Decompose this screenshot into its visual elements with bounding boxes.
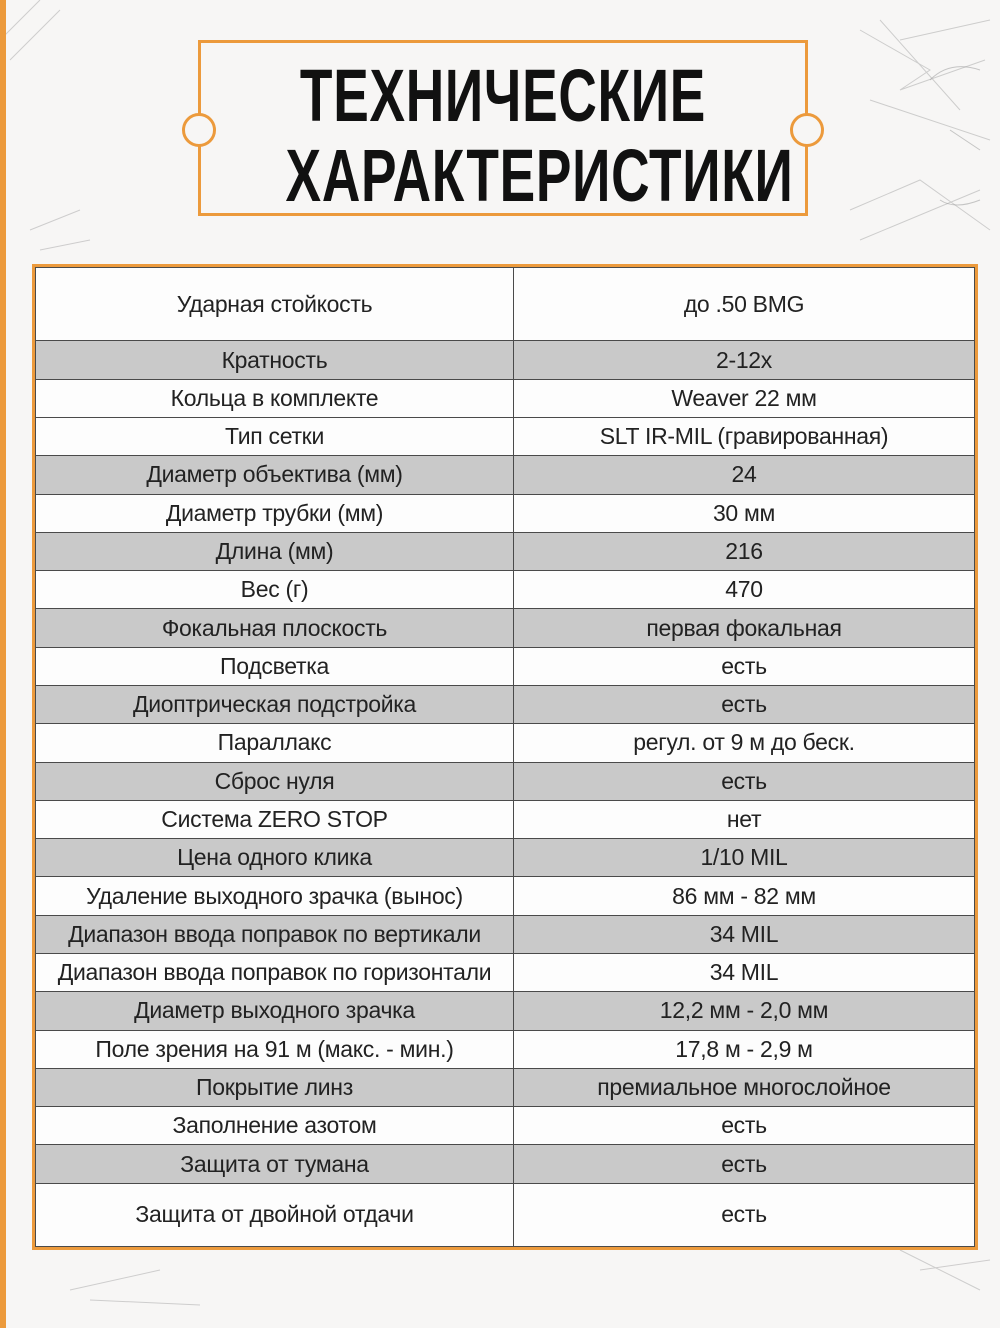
table-row	[36, 1030, 975, 1068]
table-row	[36, 1107, 975, 1145]
spec-param-cell: Диаметр выходного зрачка	[36, 992, 514, 1030]
spec-param-cell: Ударная стойкость	[36, 268, 514, 341]
spec-param-cell: Кольца в комплекте	[36, 379, 514, 417]
spec-param-cell: Кратность	[36, 341, 514, 379]
table-row	[36, 456, 975, 494]
spec-value-cell: есть	[514, 686, 975, 724]
spec-param-cell: Диаметр объектива (мм)	[36, 456, 514, 494]
table-row	[36, 724, 975, 762]
spec-value-cell: премиальное многослойное	[514, 1068, 975, 1106]
table-row	[36, 877, 975, 915]
spec-value-cell: есть	[514, 1183, 975, 1246]
spec-param-cell: Параллакс	[36, 724, 514, 762]
spec-value-cell: 30 мм	[514, 494, 975, 532]
table-row	[36, 800, 975, 838]
table-row	[36, 571, 975, 609]
table-row	[36, 341, 975, 379]
spec-param-cell: Подсветка	[36, 647, 514, 685]
spec-value-cell: 2-12х	[514, 341, 975, 379]
accent-stripe	[0, 0, 6, 1328]
table-row	[36, 1068, 975, 1106]
spec-param-cell: Фокальная плоскость	[36, 609, 514, 647]
spec-value-cell: есть	[514, 1145, 975, 1183]
table-row	[36, 1145, 975, 1183]
spec-param-cell: Длина (мм)	[36, 532, 514, 570]
spec-param-cell: Защита от тумана	[36, 1145, 514, 1183]
spec-value-cell: 17,8 м - 2,9 м	[514, 1030, 975, 1068]
specs-table-frame	[32, 264, 978, 1250]
spec-value-cell: есть	[514, 762, 975, 800]
table-row	[36, 839, 975, 877]
frame-knob-right	[790, 113, 824, 147]
spec-value-cell: до .50 BMG	[514, 268, 975, 341]
specs-table	[35, 267, 975, 1247]
spec-value-cell: 1/10 MIL	[514, 839, 975, 877]
spec-param-cell: Удаление выходного зрачка (вынос)	[36, 877, 514, 915]
spec-value-cell: 34 MIL	[514, 953, 975, 991]
spec-param-cell: Вес (г)	[36, 571, 514, 609]
spec-param-cell: Диапазон ввода поправок по горизонтали	[36, 953, 514, 991]
page-title-line-1: ТЕХНИЧЕСКИЕ	[299, 54, 707, 137]
spec-param-cell: Поле зрения на 91 м (макс. - мин.)	[36, 1030, 514, 1068]
spec-param-cell: Защита от двойной отдачи	[36, 1183, 514, 1246]
spec-param-cell: Диоптрическая подстройка	[36, 686, 514, 724]
spec-value-cell: 24	[514, 456, 975, 494]
spec-param-cell: Тип сетки	[36, 418, 514, 456]
spec-value-cell: 86 мм - 82 мм	[514, 877, 975, 915]
spec-value-cell: регул. от 9 м до беск.	[514, 724, 975, 762]
spec-value-cell: 216	[514, 532, 975, 570]
table-row	[36, 647, 975, 685]
spec-value-cell: Weaver 22 мм	[514, 379, 975, 417]
spec-param-cell: Заполнение азотом	[36, 1107, 514, 1145]
table-row	[36, 268, 975, 341]
spec-value-cell: есть	[514, 1107, 975, 1145]
spec-value-cell: нет	[514, 800, 975, 838]
specs-table-body	[36, 268, 975, 1247]
spec-param-cell: Система ZERO STOP	[36, 800, 514, 838]
table-row	[36, 992, 975, 1030]
spec-value-cell: SLT IR-MIL (гравированная)	[514, 418, 975, 456]
table-row	[36, 915, 975, 953]
table-row	[36, 953, 975, 991]
table-row	[36, 686, 975, 724]
spec-param-cell: Покрытие линз	[36, 1068, 514, 1106]
spec-param-cell: Цена одного клика	[36, 839, 514, 877]
table-row	[36, 494, 975, 532]
table-row	[36, 1183, 975, 1246]
spec-value-cell: есть	[514, 647, 975, 685]
spec-value-cell: 12,2 мм - 2,0 мм	[514, 992, 975, 1030]
spec-value-cell: 34 MIL	[514, 915, 975, 953]
spec-value-cell: первая фокальная	[514, 609, 975, 647]
page-title-line-2: ХАРАКТЕРИСТИКИ	[285, 134, 794, 217]
spec-value-cell: 470	[514, 571, 975, 609]
frame-knob-left	[182, 113, 216, 147]
spec-param-cell: Диапазон ввода поправок по вертикали	[36, 915, 514, 953]
table-row	[36, 762, 975, 800]
title-frame	[198, 40, 808, 216]
table-row	[36, 379, 975, 417]
table-row	[36, 418, 975, 456]
table-row	[36, 609, 975, 647]
table-row	[36, 532, 975, 570]
spec-param-cell: Диаметр трубки (мм)	[36, 494, 514, 532]
spec-param-cell: Сброс нуля	[36, 762, 514, 800]
